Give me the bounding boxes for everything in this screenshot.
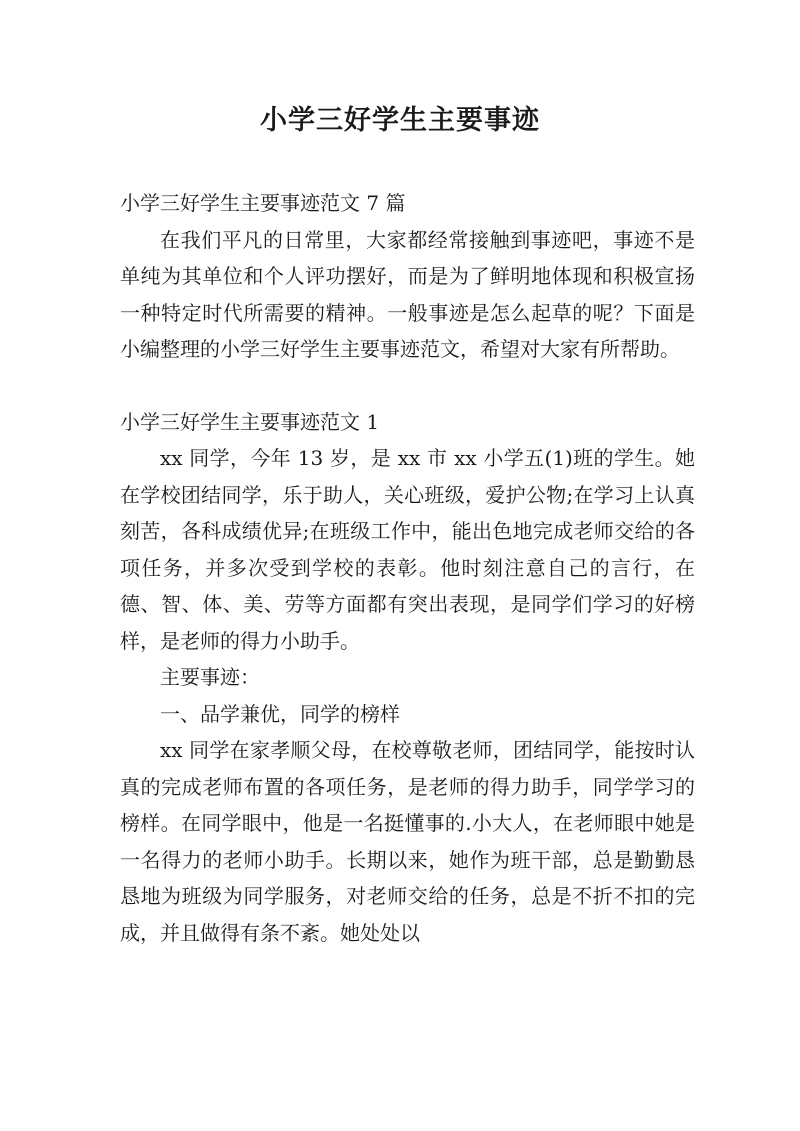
document-title: 小学三好学生主要事迹 bbox=[260, 105, 540, 136]
section1-paragraph-2: xx 同学在家孝顺父母，在校尊敬老师，团结同学，能按时认真的完成老师布置的各项任务，是老师的得力助手，同学学习的榜样。在同学眼中，他是一名挺懂事的.小大人，在老师眼中她是一名得力的老师小助手。长期以来，她作为班干部，总是勤勤恳恳地为班级为同学服务，对老师交给的任务，总是不折不扣的完成，并且做得有条不紊。她处处以 bbox=[120, 738, 695, 945]
document-body bbox=[120, 185, 695, 951]
section-spacer bbox=[120, 368, 695, 404]
intro-paragraph: 在我们平凡的日常里，大家都经常接触到事迹吧，事迹不是单纯为其单位和个人评功摆好，而是为了鲜明地体现和积极宣扬一种特定时代所需要的精神。一般事迹是怎么起草的呢？下面是小编整理的小学三好学生主要事迹范文，希望对大家有所帮助。 bbox=[120, 227, 695, 361]
section1-subheading: 一、品学兼优，同学的榜样 bbox=[160, 701, 400, 726]
section1-heading: 小学三好学生主要事迹范文 1 bbox=[120, 409, 380, 434]
section1-label: 主要事迹： bbox=[160, 665, 260, 689]
intro-heading: 小学三好学生主要事迹范文 7 篇 bbox=[120, 191, 406, 215]
section1-paragraph-1: xx 同学，今年 13 岁，是 xx 市 xx 小学五(1)班的学生。她在学校团结同学，乐于助人，关心班级，爱护公物;在学习上认真刻苦，各科成绩优异;在班级工作中，能出色地完成老师交给的各项任务，并多次受到学校的表彰。他时刻注意自己的言行，在德、智、体、美、劳等方面都有突出表现，是同学们学习的好榜样，是老师的得力小助手。 bbox=[120, 446, 695, 653]
